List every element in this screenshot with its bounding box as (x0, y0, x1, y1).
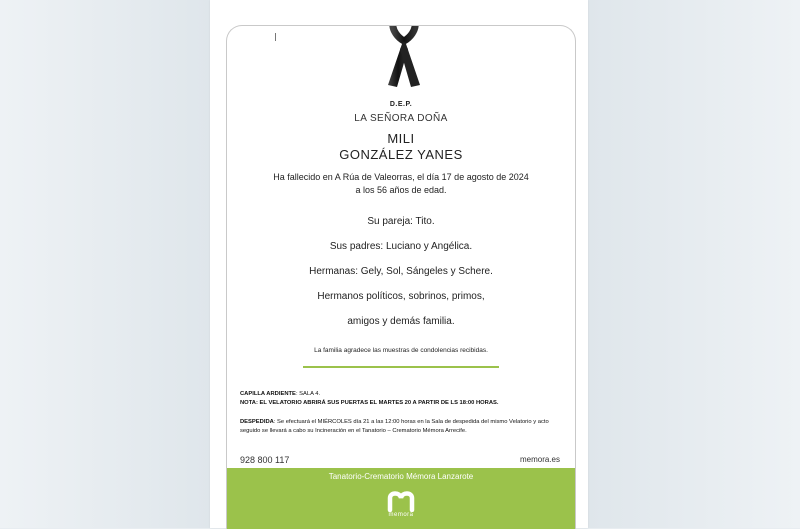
despedida-text: : Se efectuará el MIÉRCOLES día 21 a las 12:00 horas en la Sala de despedida del mismo Velatorio y acto seguido se llevará a cabo su Incineración en el Tanatorio – Crematorio Mémora Arrecife. (240, 419, 549, 434)
death-announcement (227, 171, 575, 197)
family-line: Hermanos políticos, sobrinos, primos, (317, 291, 485, 302)
footer-banner (227, 468, 575, 529)
family-line: Su pareja: Tito. (367, 216, 435, 227)
dep-heading: D.E.P. (389, 101, 413, 108)
green-divider (303, 366, 499, 368)
website-link[interactable]: memora.es (519, 455, 560, 464)
family-line: Sus padres: Luciano y Angélica. (329, 241, 473, 252)
velatorio-note: NOTA: EL VELATORIO ABRIRÁ SUS PUERTAS EL MARTES 20 A PARTIR DE LS 18:00 HORAS. (240, 399, 499, 406)
capilla-line (240, 390, 562, 399)
memora-brand-text: memora (388, 512, 414, 518)
mourning-ribbon-icon (384, 25, 424, 89)
thanks-note: La familia agradece las muestras de condolencias recibidas. (314, 347, 488, 354)
family-line: Hermanas: Gely, Sol, Sángeles y Schere. (309, 266, 493, 277)
capilla-label: CAPILLA ARDIENTE (240, 391, 296, 397)
text-cursor (275, 33, 276, 41)
memora-logo-icon (381, 488, 421, 528)
phone-number: 928 800 117 (240, 455, 290, 465)
farewell-notes (240, 418, 562, 435)
obituary-card (226, 25, 576, 529)
funeral-home-name: Tanatorio-Crematorio Mémora Lanzarote (328, 472, 474, 481)
service-notes (240, 390, 562, 407)
deceased-first-name: MILI (387, 131, 415, 146)
announcement-line-2: a los 56 años de edad. (355, 185, 447, 195)
deceased-last-names: GONZÁLEZ YANES (339, 147, 463, 162)
memora-m-icon (381, 488, 421, 512)
family-line: amigos y demás familia. (347, 316, 455, 327)
despedida-label: DESPEDIDA (240, 419, 274, 425)
page-background-right (588, 0, 800, 528)
announcement-line-1: Ha fallecido en A Rúa de Valeorras, el día 17 de agosto de 2024 (273, 172, 529, 182)
honorific-title: LA SEÑORA DOÑA (354, 113, 448, 124)
capilla-value: : SALA 4. (295, 391, 321, 397)
page-background-left (0, 0, 210, 528)
